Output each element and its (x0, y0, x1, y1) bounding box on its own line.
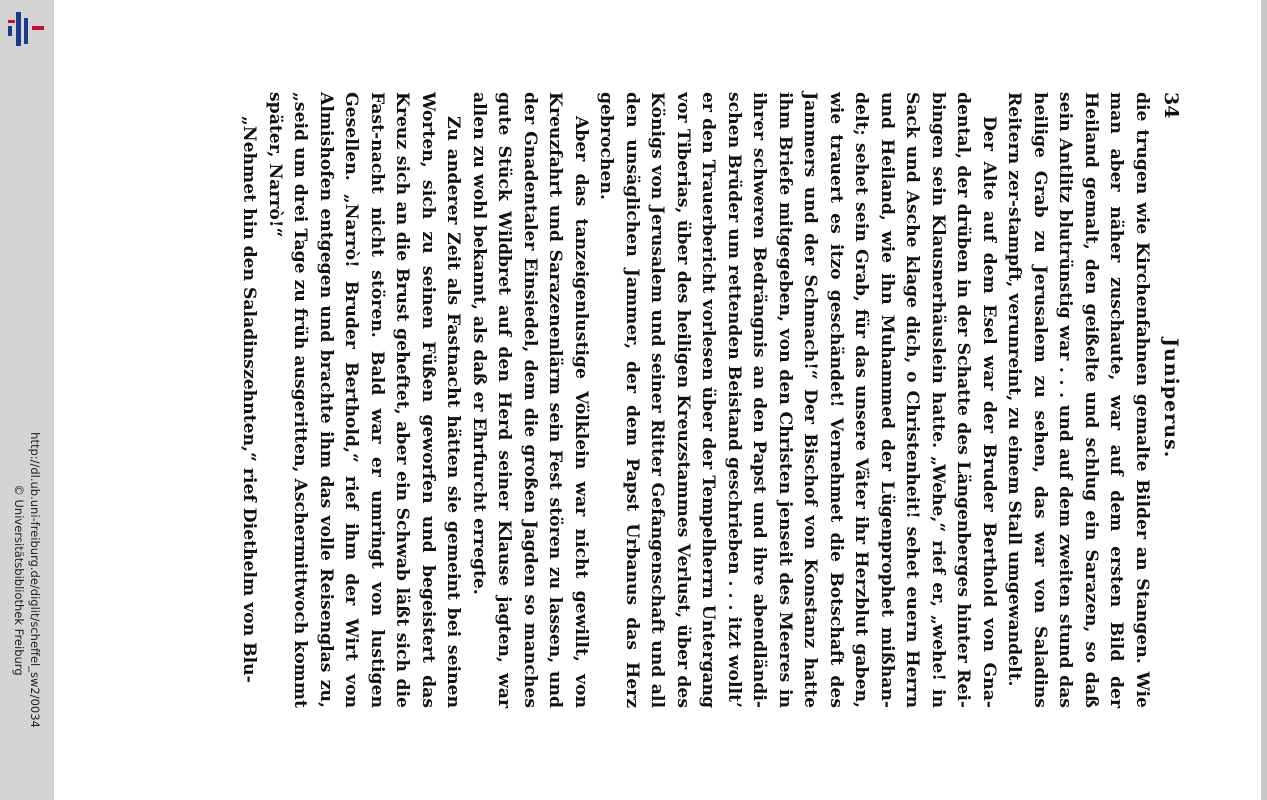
paragraph: Der Alte auf dem Esel war der Bruder Berthold von Gna-dental, der drüben in der Schatte des Längenberges hinter Rei-bingen sein Klausnerhäuslein hatte. „Wehe,“ rief er, „wehe! in Sack und Asche klage dich, o Christenheit! sehet euern Herrn und Heiland, wie ihn Muhammed der Lügenprophet mißhan-delt; sehet sein Grab, für das unsere Väter ihr Herzblut gaben, wie trauert es itzo geschändet! Vernehmet die Botschaft des Jammers und der Schmach!“ Der Bischof von Konstanz hatte ihm Briefe mitgegeben, von den Christen jenseit des Meeres in ihrer schweren Bedrängnis an den Papst und ihre abendländi-schen Brüder um rettenden Beistand geschrieben . . . itzt wollt’ er den Trauerbericht vorlesen über der Tempelherrn Untergang vor Tiberias, über des heiligen Kreuzstammes Verlust, über des Königs von Jerusalem und seiner Ritter Gefangenschaft und all den unsäglichen Jammer, der dem Papst Urbanus das Herz gebrochen. (596, 92, 999, 708)
paragraph: Aber das tanzeigenlustige Völklein war nicht gewillt, von Kreuzfahrt und Sarazenenlärm sein Fest stören zu lassen, und der Gnadentaler Einsiedel, dem die großen Jagden so manches gute Stück Wildbret auf den Herd seiner Klause jagten, war allen zu wohl bekannt, als daß er Ehrfurcht erregte. (469, 92, 591, 708)
running-head: Juniperus. (1160, 338, 1182, 459)
scrollbar[interactable] (1261, 0, 1267, 800)
source-info (11, 432, 43, 728)
paragraph: Zu anderer Zeit als Fastnacht hätten sie gemeint bei seinen Worten, sich zu seinen Füßen geworfen und begeistert das Kreuz sich an die Brust geheftet, aber ein Schwab läßt sich die Fast-nacht nicht stören. Bald war er umringt von lustigen Gesellen. „Narrò! Bruder Berthold,“ rief ihm der Wirt von Almishofen entgegen und brachte ihm das volle Reisenglas zu, „seid um drei Tage zu früh ausgeritten, Aschermittwoch kommt später, Narrò!“ (265, 92, 464, 708)
page-header (1160, 92, 1182, 708)
paragraph: die trugen wie Kirchenfahnen gemalte Bilder an Stangen. Wie man aber näher zuschaute, war auf dem ersten Bild der Heiland gemalt, den geißelte und schlug ein Sarazen, so daß sein Antlitz blutrünstig war . . . und auf dem zweiten stund das heilige Grab zu Jerusalem zu sehen, das war von Saladins Reitern zer-stampft, verunreint, zu einem Stall umgewandelt. (1004, 92, 1152, 708)
page-number: 34 (1160, 92, 1182, 119)
paragraph: „Nehmet hin den Saladinszehnten,“ rief Diethelm von Blu- (239, 116, 260, 683)
viewer-sidebar (0, 0, 54, 800)
source-url[interactable]: http://dl.ub.uni-freiburg.de/diglit/scheffel_sw2/0034 (28, 432, 42, 728)
scanned-page (200, 70, 1200, 730)
copyright-notice: © Universitätsbibliothek Freiburg (12, 484, 26, 676)
university-logo-icon (4, 8, 46, 50)
